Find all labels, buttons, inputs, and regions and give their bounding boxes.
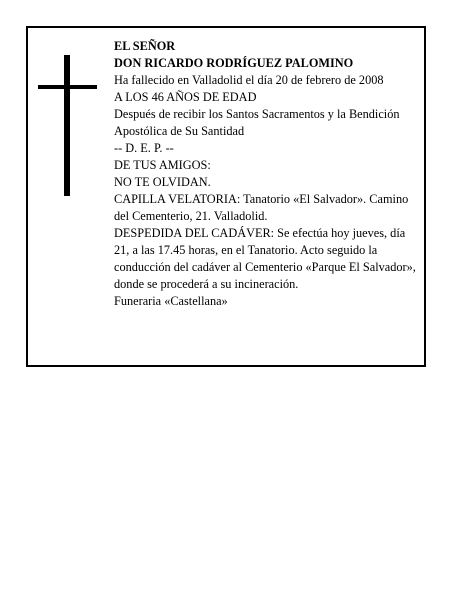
cross-vertical-bar [64, 55, 70, 196]
friends-line-1: DE TUS AMIGOS: [114, 158, 211, 172]
cross-horizontal-bar [38, 85, 97, 89]
sacraments-text: Después de recibir los Santos Sacramentos y la Bendición Apostólica de Su Santidad [114, 107, 400, 138]
friends-line-2: NO TE OLVIDAN. [114, 175, 211, 189]
death-date-line: Ha fallecido en Valladolid el día 20 de febrero de 2008 [114, 73, 384, 87]
age-line: A LOS 46 AÑOS DE EDAD [114, 90, 257, 104]
rip-text: -- D. E. P. -- [114, 141, 174, 155]
obituary-text [114, 38, 420, 310]
farewell-info: DESPEDIDA DEL CADÁVER: Se efectúa hoy jueves, día 21, a las 17.45 horas, en el Tanatorio. Acto seguido la conducción del cadáver al Cementerio «Parque El Salvador», donde se procederá a su incineración. [114, 226, 416, 291]
funeral-home: Funeraria «Castellana» [114, 294, 228, 308]
deceased-name: DON RICARDO RODRÍGUEZ PALOMINO [114, 56, 354, 70]
chapel-info: CAPILLA VELATORIA: Tanatorio «El Salvador». Camino del Cementerio, 21. Valladolid. [114, 192, 409, 223]
title-line-1: EL SEÑOR [114, 39, 176, 53]
